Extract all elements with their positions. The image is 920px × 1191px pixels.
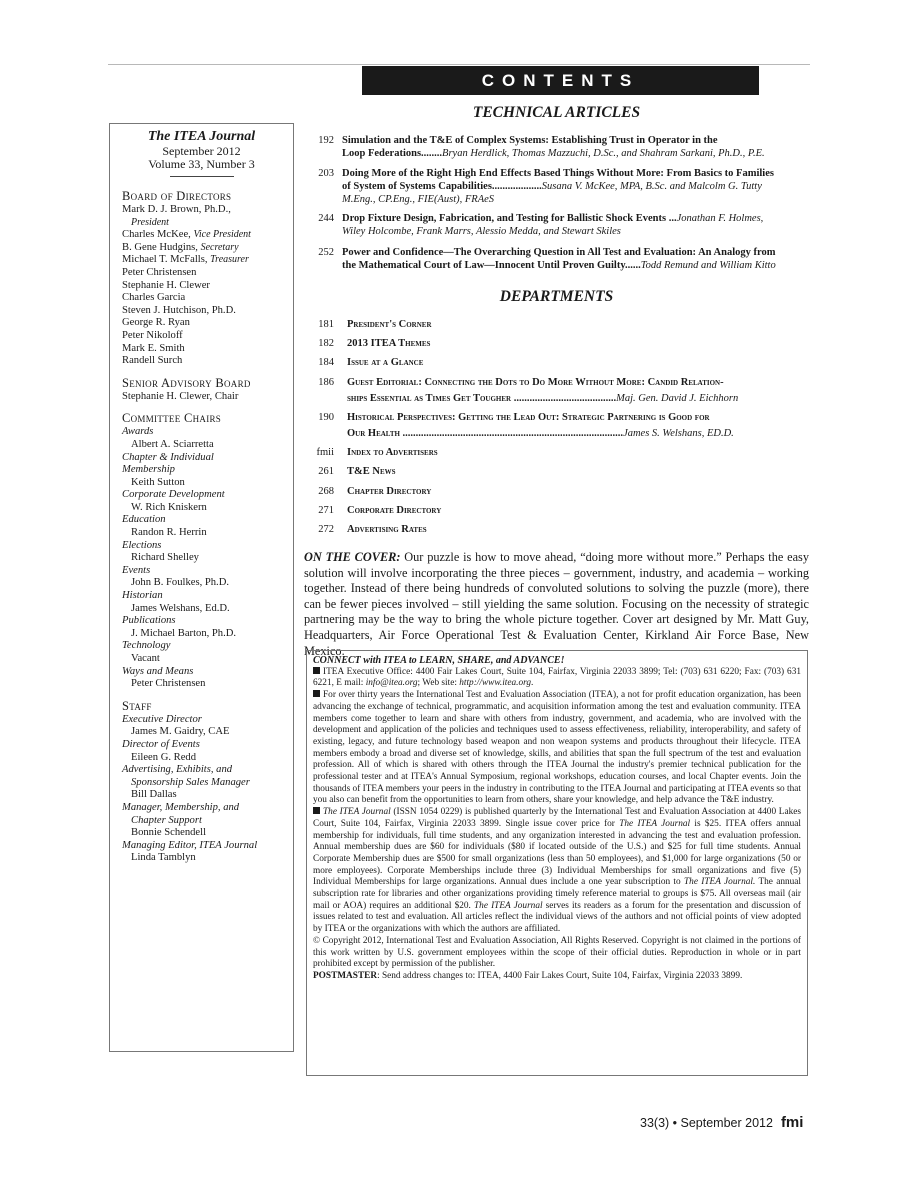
advisory-heading: Senior Advisory Board xyxy=(122,375,251,390)
department-title: T&E News xyxy=(347,466,396,477)
footer-issue: 33(3) • September 2012 xyxy=(640,1116,773,1130)
about-itea xyxy=(313,690,801,807)
board-member xyxy=(122,280,293,293)
about-text: For over thirty years the International Test and Evaluation Association (ITEA), a not for profit education organization, has been advancing the exchange of technical, programmatic, and acquisition information among the test and evaluation community. ITEA members come together to learn and share with others from industry, government, and academia, who are involved with the development and application of the policies and techniques used to assess effectiveness, reliability, interoperability, and safety of existing, legacy, and future technology based weapon and non weapon systems and products throughout their lifecycle. ITEA members embody a broad and diverse set of knowledge, skills, and abilities that span the full spectrum of the test and evaluation profession. All of which is shared with others through the ITEA Journal the industry's premier technical publication for the professional tester and at ITEA's Annual Symposium, regional workshops, education courses, and local Chapter events. Join the thousands of ITEA members your peers in the industry in contributing to the ITEA Journal and participating at ITEA events so that you also can benefit from the opportunities to learn from others, share your knowledge, and help advance the T&E industry. xyxy=(313,690,801,806)
committee-title: Chapter & Individual xyxy=(122,451,214,463)
itea-info-box xyxy=(306,650,808,1076)
staff-title-cont: Chapter Support xyxy=(131,814,202,826)
member-name: Charles Garcia xyxy=(122,292,186,304)
department-page: 186 xyxy=(318,377,334,388)
department-title: Index to Advertisers xyxy=(347,447,438,458)
cover-label: ON THE COVER: xyxy=(304,550,401,564)
department-page: 261 xyxy=(318,466,334,477)
article-page: 192 xyxy=(318,135,334,146)
department-title: Advertising Rates xyxy=(347,524,427,535)
member-name: Randell Surch xyxy=(122,355,183,367)
member-role: Treasurer xyxy=(210,254,249,266)
department-author: Maj. Gen. David J. Eichhorn xyxy=(616,393,739,404)
committee-title: Corporate Development xyxy=(122,489,225,501)
staff-name: Bill Dallas xyxy=(131,789,177,801)
department-title: Historical Perspectives: Getting the Lead Out: Strategic Partnering is Good for xyxy=(347,412,710,423)
department-page: 181 xyxy=(318,319,334,330)
article-page: 252 xyxy=(318,247,334,258)
article-title-cont: the Mathematical Court of Law—Innocent Until Proven Guilty...... xyxy=(342,260,641,271)
member-name: B. Gene Hudgins, xyxy=(122,241,201,253)
board-member xyxy=(122,305,293,318)
member-name: Mark E. Smith xyxy=(122,342,185,354)
member-name: Steven J. Hutchison, Ph.D. xyxy=(122,304,236,316)
publication-text-a: (ISSN 1054 0229) is published quarterly by the International Test and Evaluation Association at 4400 Lakes Court, Suite 104, Fairfax, Virginia 22033 3899. Single issue cover price for xyxy=(313,807,801,829)
department-page: fmii xyxy=(316,447,334,458)
journal-name: The ITEA Journal xyxy=(474,900,543,911)
staff-title: Executive Director xyxy=(122,713,202,725)
publication-info xyxy=(313,807,801,936)
article-authors: Susana V. McKee, MPA, B.Sc. and Malcolm G. Tutty xyxy=(541,181,762,192)
department-page: 182 xyxy=(318,338,334,349)
committee-chair: Vacant xyxy=(131,653,160,664)
department-page: 272 xyxy=(318,524,334,535)
staff-name: Eileen G. Redd xyxy=(131,751,197,763)
article-authors: Todd Remund and William Kitto xyxy=(640,260,776,271)
board-list xyxy=(122,204,293,368)
article-title-cont: Loop Federations........ xyxy=(342,148,443,159)
department-title-cont: Our Health .................................................................................... xyxy=(347,428,624,439)
committee-title: Technology xyxy=(122,640,171,652)
department-page: 271 xyxy=(318,505,334,516)
member-name: Michael T. McFalls, xyxy=(122,254,211,266)
department-page: 184 xyxy=(318,357,334,368)
member-role: Vice President xyxy=(193,229,251,241)
department-page: 268 xyxy=(318,486,334,497)
article-authors: Bryan Herdlick, Thomas Mazzuchi, D.Sc., and Shahram Sarkani, Ph.D., P.E. xyxy=(442,148,765,159)
board-member xyxy=(122,355,293,368)
department-page: 190 xyxy=(318,412,334,423)
cover-text: Our puzzle is how to move ahead, “doing more without more.” Perhaps the easy solution will involve incorporating the three pieces – government, industry, and academia – working together. Instead of there being hundreds of convoluted solutions to solving the puzzle (more), there can be fewer pieces involved – still yielding the same solution. Focusing on the necessity of strategic partnering may be the way to bring the whole picture together. Cover art designed by Mr. Matt Guy, Headquarters, Air Force Operational Test & Evaluation Center, Kirkland Air Force Base, New Mexico. xyxy=(304,550,809,658)
article-text xyxy=(342,212,804,238)
article-authors-cont: M.Eng., CP.Eng., FIE(Aust), FRAeS xyxy=(342,194,495,205)
office-address: ITEA Executive Office: 4400 Fair Lakes Court, Suite 104, Fairfax, Virginia 22033 3899; Tel: (703) 631 6220; Fax: (703) 631 6221, E mail: xyxy=(313,666,801,689)
staff-title: Managing Editor, ITEA Journal xyxy=(122,839,258,851)
member-role: President xyxy=(131,216,169,228)
department-title: President's Corner xyxy=(347,319,432,330)
article-title: Power and Confidence—The Overarching Question in All Test and Evaluation: An Analogy from xyxy=(342,247,776,258)
department-text xyxy=(347,411,804,440)
board-member xyxy=(122,229,293,242)
staff-list xyxy=(122,714,293,865)
postmaster-label: POSTMASTER xyxy=(313,970,378,981)
staff-name: Bonnie Schendell xyxy=(131,827,207,839)
staff-title: Advertising, Exhibits, and xyxy=(122,764,233,776)
top-rule xyxy=(108,64,810,65)
committee-chair: Keith Sutton xyxy=(131,476,185,488)
staff-title: Manager, Membership, and xyxy=(122,801,240,813)
committee-chair: W. Rich Kniskern xyxy=(131,501,207,513)
connect-heading: CONNECT with ITEA to LEARN, SHARE, and ADVANCE! xyxy=(313,655,565,666)
staff-title-cont: Sponsorship Sales Manager xyxy=(131,776,250,788)
journal-title: The ITEA Journal xyxy=(147,129,256,144)
committee-title: Elections xyxy=(122,539,162,551)
committee-list xyxy=(122,426,293,690)
department-title: Guest Editorial: Connecting the Dots to Do More Without More: Candid Relation- xyxy=(347,377,724,388)
board-member xyxy=(122,217,293,230)
article-title-cont: of System of Systems Capabilities................... xyxy=(342,181,542,192)
department-text xyxy=(347,318,804,331)
committee-heading: Committee Chairs xyxy=(122,411,222,426)
department-text xyxy=(347,337,804,350)
journal-name: The ITEA Journal. xyxy=(684,877,756,888)
article-title: Simulation and the T&E of Complex Systems: Establishing Trust in Operator in the xyxy=(342,135,718,146)
member-name: Peter Christensen xyxy=(122,266,197,278)
staff-heading: Staff xyxy=(122,698,152,713)
postmaster-text: : Send address changes to: ITEA, 4400 Fair Lakes Court, Suite 104, Fairfax, Virginia 22033 3899. xyxy=(377,970,743,981)
department-text xyxy=(347,446,804,459)
department-title: Issue at a Glance xyxy=(347,357,424,368)
masthead-divider xyxy=(170,176,234,177)
copyright-notice: © Copyright 2012, International Test and Evaluation Association, All Rights Reserved. Copyright is not claimed in the portions of this work written by U.S. government employees within the scope of their official duties. Reproduction in whole or in part prohibited except by permission of the publisher. xyxy=(313,935,801,970)
department-title: Chapter Directory xyxy=(347,486,432,497)
board-member xyxy=(122,292,293,305)
committee-title: Education xyxy=(122,514,166,526)
board-member xyxy=(122,343,293,356)
publication-text-d: serves its readers as a forum for the presentation and discussion of issues related to test and evaluation. All articles reflect the individual views of the authors and not official points of view adopted by ITEA or the organizations with which the authors are affiliated. xyxy=(313,900,801,935)
bullet-square-icon xyxy=(313,690,320,697)
advisory-chair: Stephanie H. Clewer, Chair xyxy=(122,390,239,402)
department-text xyxy=(347,356,804,369)
committee-title: Publications xyxy=(122,615,176,627)
committee-chair: Randon R. Herrin xyxy=(131,527,207,539)
department-text xyxy=(347,465,804,478)
committee-chair: J. Michael Barton, Ph.D. xyxy=(131,627,237,639)
article-text xyxy=(342,246,804,272)
committee-chair: Peter Christensen xyxy=(131,678,206,690)
masthead-sidebar xyxy=(109,123,294,1052)
committee-chair: Richard Shelley xyxy=(131,552,199,564)
member-name: Peter Nikoloff xyxy=(122,329,183,341)
issue-date: September 2012 xyxy=(162,144,241,158)
postmaster-notice xyxy=(313,971,801,983)
email-link[interactable]: info@itea.org xyxy=(365,678,418,689)
department-title: 2013 ITEA Themes xyxy=(347,338,431,349)
board-member xyxy=(122,254,293,267)
staff-name: Linda Tamblyn xyxy=(131,852,196,864)
committee-title: Awards xyxy=(122,426,154,438)
technical-articles-heading: TECHNICAL ARTICLES xyxy=(472,104,641,121)
department-text xyxy=(347,504,804,517)
board-heading: Board of Directors xyxy=(122,189,232,203)
article-page: 203 xyxy=(318,168,334,179)
department-title-cont: ships Essential as Times Get Tougher ....................................... xyxy=(347,393,617,404)
committee-title: Historian xyxy=(122,590,163,602)
committee-title: Ways and Means xyxy=(122,665,194,677)
journal-name: The ITEA Journal xyxy=(323,807,391,818)
contents-banner: CONTENTS xyxy=(362,66,759,95)
volume-number: Volume 33, Number 3 xyxy=(148,157,255,171)
member-name: Mark D. J. Brown, Ph.D., xyxy=(122,204,231,215)
article-text xyxy=(342,167,804,206)
staff-title: Director of Events xyxy=(122,738,200,750)
journal-name: The ITEA Journal xyxy=(619,818,691,829)
board-member xyxy=(122,204,293,217)
board-member xyxy=(122,317,293,330)
cover-description xyxy=(304,550,809,659)
article-authors: Jonathan F. Holmes, xyxy=(676,213,764,224)
article-page: 244 xyxy=(318,213,334,224)
committee-chair: James Welshans, Ed.D. xyxy=(131,602,230,614)
page-footer xyxy=(640,1114,803,1131)
board-member xyxy=(122,242,293,255)
bullet-square-icon xyxy=(313,667,320,674)
article-authors-cont: Wiley Holcombe, Frank Marrs, Alessio Medda, and Stewart Skiles xyxy=(342,226,621,237)
article-title: Doing More of the Right High End Effects Based Things Without More: From Basics to Families xyxy=(342,168,774,179)
member-name: George R. Ryan xyxy=(122,317,190,329)
footer-page-number: fmi xyxy=(780,1114,804,1131)
member-role: Secretary xyxy=(200,241,239,253)
bullet-square-icon xyxy=(313,807,320,814)
department-text xyxy=(347,376,804,405)
web-link[interactable]: http://www.itea.org xyxy=(459,678,532,689)
article-text xyxy=(342,134,804,160)
board-member xyxy=(122,330,293,343)
department-author: James S. Welshans, ED.D. xyxy=(623,428,734,439)
article-title: Drop Fixture Design, Fabrication, and Testing for Ballistic Shock Events ... xyxy=(342,213,677,224)
committee-chair: Albert A. Sciarretta xyxy=(131,438,214,450)
publication-text-b: is $25. ITEA offers annual membership for individuals, full time students, and any organization interested in advancing the test and evaluation profession. Annual membership dues are $60 for individuals ($80 if located outside of the U.S.) and $25 for full time students. Annual Corporate Membership dues are $500 for small organizations (less than 50 employees), and $1,000 for large organizations (50 or more employees). Corporate Memberships include three (3) Individual Memberships for small organizations and five (5) Individual Memberships for large organizations. Annual dues include a one year subscription to xyxy=(313,818,801,888)
department-title: Corporate Directory xyxy=(347,505,442,516)
committee-chair: John B. Foulkes, Ph.D. xyxy=(131,577,230,589)
web-label: ; Web site: xyxy=(417,678,460,689)
office-contact: ITEA Executive Office: 4400 Fair Lakes Court, Suite 104, Fairfax, Virginia 22033 3899; Tel: (703) 631 6220; Fax: (703) 631 6221, E mail: info@itea.org; Web site: http://www.itea.org. xyxy=(313,666,801,689)
committee-title: Events xyxy=(122,564,151,576)
staff-name: James M. Gaidry, CAE xyxy=(131,726,230,738)
member-name: Stephanie H. Clewer xyxy=(122,279,210,291)
member-name: Charles McKee, xyxy=(122,229,194,241)
board-member xyxy=(122,267,293,280)
department-text xyxy=(347,523,804,536)
publication-text-c: The annual subscription rate for libraries and other organizations providing timely reference material to groups is $75. All overseas mail (air mail or AOA) requires an additional $20. xyxy=(313,877,802,911)
committee-title: Membership xyxy=(122,464,175,476)
departments-heading: DEPARTMENTS xyxy=(499,288,614,305)
department-text xyxy=(347,485,804,498)
